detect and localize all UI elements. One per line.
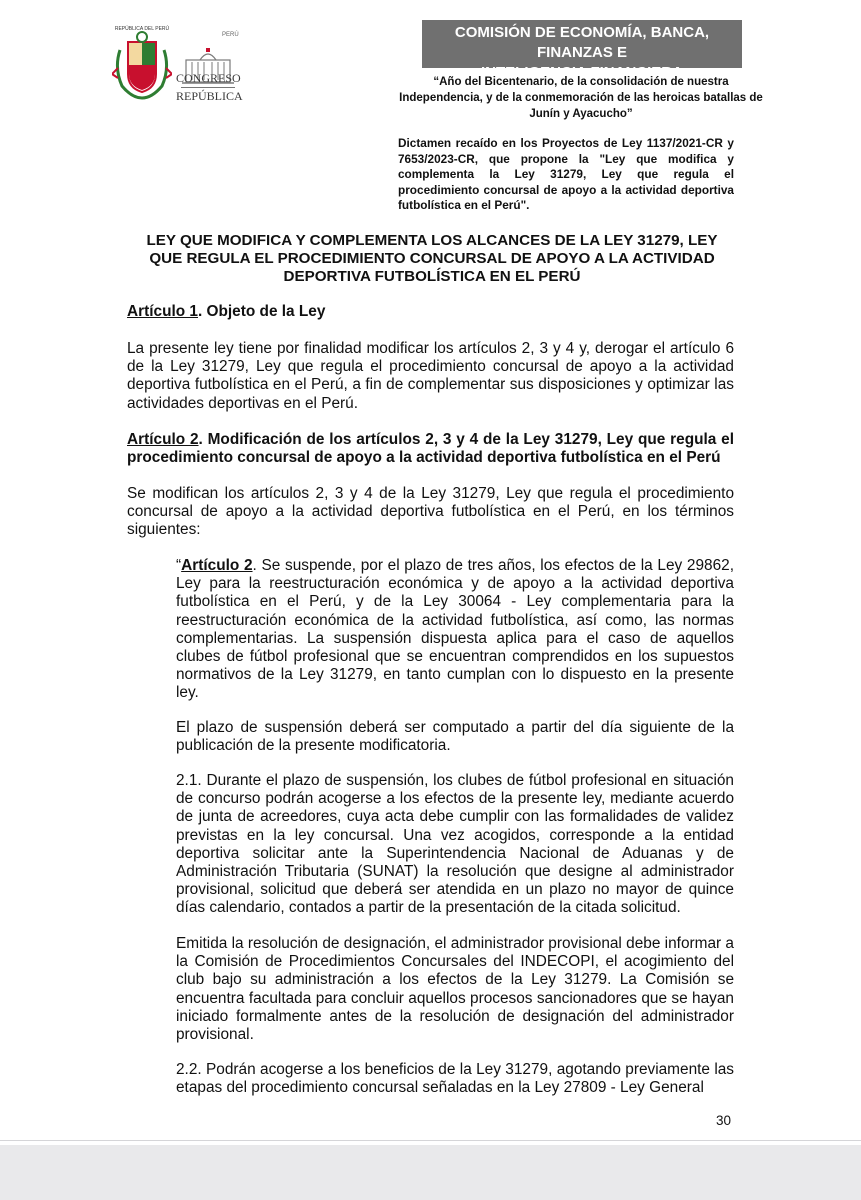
quoted-article-2-paragraph	[176, 557, 734, 703]
article-2-title: . Modificación de los artículos 2, 3 y 4 de la Ley 31279, Ley que regula el procedimiento concursal de apoyo a la actividad deportiva futbolística en el Perú	[127, 431, 734, 467]
congreso-line-2: REPÚBLICA	[176, 89, 243, 103]
congreso-wordmark	[176, 71, 243, 103]
dictamen-reference: Dictamen recaído en los Proyectos de Ley 1137/2021-CR y 7653/2023-CR, que propone la "Ley que modifica y complementa la Ley 31279, Ley que regula el procedimiento concursal de apoyo a la actividad deportiva futbolística en el Perú".	[398, 136, 734, 212]
motto-line-1: “Año del Bicentenario, de la consolidación de nuestra	[433, 76, 729, 88]
article-2-paragraph: Se modifican los artículos 2, 3 y 4 de la Ley 31279, Ley que regula el procedimiento concursal de apoyo a la actividad deportiva futbolística en el Perú, en los términos siguientes:	[127, 485, 734, 539]
congreso-peru-label: PERÚ	[222, 32, 239, 38]
commission-header-box	[422, 20, 742, 81]
article-2-heading	[127, 431, 734, 467]
congreso-line-1: CONGRESO	[176, 71, 241, 85]
article-1-title: . Objeto de la Ley	[197, 303, 326, 320]
quoted-article-2-label: Artículo 2	[181, 557, 253, 574]
law-title	[112, 232, 752, 286]
coat-of-arms-icon	[112, 28, 172, 100]
commission-line-1: COMISIÓN DE ECONOMÍA, BANCA, FINANZAS E	[454, 24, 710, 61]
motto-line-2: Independencia, y de la conmemoración de las heroicas batallas de	[399, 92, 763, 104]
motto-line-3: Junín y Ayacucho”	[529, 108, 633, 120]
law-title-line-1: LEY QUE MODIFICA Y COMPLEMENTA LOS ALCANCES DE LA LEY 31279, LEY	[146, 232, 718, 249]
year-motto	[396, 74, 766, 122]
law-title-line-2: QUE REGULA EL PROCEDIMIENTO CONCURSAL DE APOYO A LA ACTIVIDAD	[149, 250, 715, 267]
article-1-label: Artículo 1	[127, 303, 198, 320]
designation-paragraph: Emitida la resolución de designación, el administrador provisional debe informar a la Comisión de Procedimientos Concursales del INDECOPI, el acogimiento del club bajo su administración a los efectos de la Ley 31279. La Comisión se encuentra facultada para concluir aquellos procesos sancionadores que se hayan iniciado formalmente antes de la resolución de designación del administrador provisional.	[176, 935, 734, 1044]
shield-caption: REPÚBLICA DEL PERÚ	[114, 26, 170, 32]
suspension-period-paragraph: El plazo de suspensión deberá ser computado a partir del día siguiente de la publicación de la presente modificatoria.	[176, 719, 734, 755]
clause-2-2-paragraph: 2.2. Podrán acogerse a los beneficios de la Ley 31279, agotando previamente las etapas del procedimiento concursal señaladas en la Ley 27809 - Ley General	[176, 1061, 734, 1097]
page-edge	[0, 1140, 861, 1141]
commission-line-2: INTELIGENCIA FINANCIERA	[481, 64, 683, 81]
article-1-paragraph: La presente ley tiene por finalidad modificar los artículos 2, 3 y 4 y, derogar el artículo 6 de la Ley 31279, Ley que regula el procedimiento concursal de apoyo a la actividad deportiva futbolística en el Perú, a fin de complementar sus disposiciones y optimizar las actividades deportivas en el Perú.	[127, 340, 734, 412]
quoted-article-2-text: . Se suspende, por el plazo de tres años, los efectos de la Ley 29862, Ley para la reestructuración económica y de apoyo a la actividad deportiva futbolística en el Perú, y de la Ley 30064 - Ley complementaria para la reestructuración económica de la actividad futbolística, así como, las normas complementarias. La suspensión dispuesta aplica para el caso de aquellos clubes de fútbol profesional que se encuentran comprendidos en los supuestos normativos de la Ley 31279, en tanto cumplan con lo dispuesto en la presente ley.	[176, 557, 734, 702]
clause-2-1-paragraph: 2.1. Durante el plazo de suspensión, los clubes de fútbol profesional en situación de concurso podrán acogerse a los efectos de la presente ley, mediante acuerdo de junta de acreedores, cuya acta debe cumplir con las formalidades de validez previstas en la ley concursal. Una vez acogidos, corresponde a la entidad deportiva solicitar ante la Superintendencia Nacional de Aduanas y de Administración Tributaria (SUNAT) la resolución que designe al administrador provisional, solicitud que deberá ser atendida en un plazo no mayor de quince días calendario, contados a partir de la presentación de la citada solicitud.	[176, 772, 734, 917]
congreso-divider	[181, 87, 235, 88]
law-title-line-3: DEPORTIVA FUTBOLÍSTICA EN EL PERÚ	[283, 268, 581, 285]
article-2-label: Artículo 2	[127, 431, 199, 448]
open-quote: “	[176, 557, 182, 574]
background-band	[0, 1145, 861, 1200]
article-1-heading	[127, 303, 734, 321]
page-number: 30	[716, 1113, 732, 1128]
